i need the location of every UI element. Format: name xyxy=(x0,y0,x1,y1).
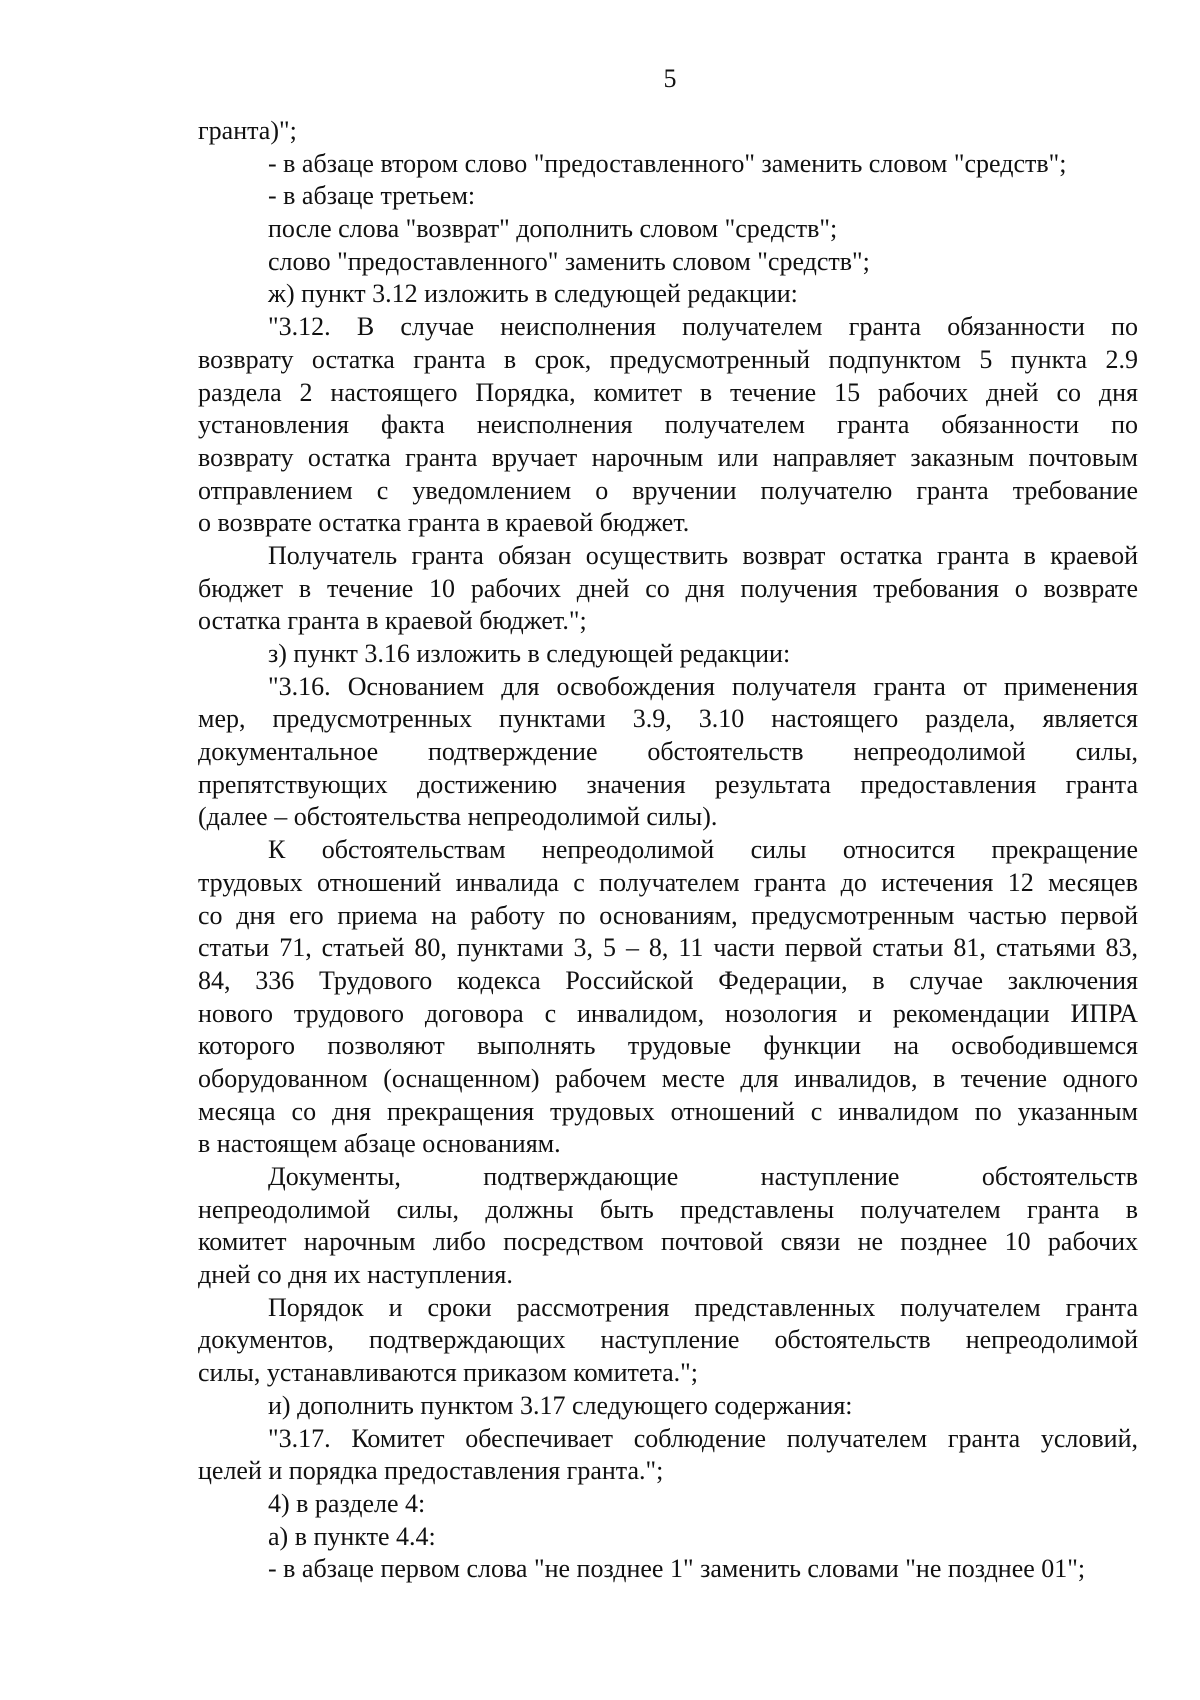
text-line: 84, 336 Трудового кодекса Российской Федерации, в случае заключения xyxy=(198,965,1138,995)
text-line: документов, подтверждающих наступление обстоятельств непреодолимой xyxy=(198,1325,1138,1355)
text-line: нового трудового договора с инвалидом, нозология и рекомендации ИПРА xyxy=(198,998,1138,1028)
text-line: ж) пункт 3.12 изложить в следующей редакции: xyxy=(268,279,798,309)
text-line: остатка гранта в краевой бюджет."; xyxy=(198,606,587,636)
text-line: мер, предусмотренных пунктами 3.9, 3.10 настоящего раздела, является xyxy=(198,704,1138,734)
text-line: з) пункт 3.16 изложить в следующей редакции: xyxy=(268,639,791,668)
text-line: оборудованном (оснащенном) рабочем месте для инвалидов, в течение одного xyxy=(198,1063,1138,1093)
text-line: со дня его приема на работу по основаниям, предусмотренным частью первой xyxy=(198,900,1138,930)
text-line: 4) в разделе 4: xyxy=(268,1488,426,1518)
text-line: месяца со дня прекращения трудовых отношений с инвалидом по указанным xyxy=(198,1096,1138,1126)
text-line: после слова "возврат" дополнить словом "средств"; xyxy=(268,214,838,244)
text-line: Документы, подтверждающие наступление обстоятельств xyxy=(268,1162,1138,1191)
text-line: препятствующих достижению значения результата предоставления гранта xyxy=(198,769,1138,799)
text-line: "3.12. В случае неисполнения получателем гранта обязанности по xyxy=(268,312,1138,342)
text-line: - в абзаце третьем: xyxy=(268,181,476,211)
text-line: а) в пункте 4.4: xyxy=(268,1521,436,1551)
text-line: о возврате остатка гранта в краевой бюджет. xyxy=(198,508,690,538)
text-line: бюджет в течение 10 рабочих дней со дня получения требования о возврате xyxy=(198,573,1138,603)
text-line: гранта)"; xyxy=(198,116,297,145)
text-line: слово "предоставленного" заменить словом "средств"; xyxy=(268,246,870,276)
text-line: и) дополнить пунктом 3.17 следующего содержания: xyxy=(268,1390,853,1420)
text-line: раздела 2 настоящего Порядка, комитет в течение 15 рабочих дней со дня xyxy=(198,377,1138,407)
text-line: которого позволяют выполнять трудовые функции на освободившемся xyxy=(198,1031,1138,1061)
text-line: "3.16. Основанием для освобождения получателя гранта от применения xyxy=(268,671,1138,701)
text-line: К обстоятельствам непреодолимой силы относится прекращение xyxy=(268,835,1138,865)
text-line: - в абзаце втором слово "предоставленного" заменить словом "средств"; xyxy=(268,148,1067,178)
text-line: установления факта неисполнения получателем гранта обязанности по xyxy=(198,410,1138,440)
text-line: возврату остатка гранта в срок, предусмотренный подпунктом 5 пункта 2.9 xyxy=(198,344,1138,374)
text-line: непреодолимой силы, должны быть представлены получателем гранта в xyxy=(198,1194,1138,1224)
body-text xyxy=(198,115,1138,1586)
text-line: документальное подтверждение обстоятельств непреодолимой силы, xyxy=(198,737,1138,767)
text-line: Получатель гранта обязан осуществить возврат остатка гранта в краевой xyxy=(268,540,1138,570)
page-number: 5 xyxy=(663,64,677,93)
text-line: (далее – обстоятельства непреодолимой силы). xyxy=(198,802,718,832)
text-line: дней со дня их наступления. xyxy=(198,1260,513,1290)
text-line: комитет нарочным либо посредством почтовой связи не позднее 10 рабочих xyxy=(198,1227,1138,1257)
text-line: силы, устанавливаются приказом комитета."; xyxy=(198,1358,698,1388)
text-line: - в абзаце первом слова "не позднее 1" заменить словами "не позднее 01"; xyxy=(268,1554,1086,1584)
text-line: отправлением с уведомлением о вручении получателю гранта требование xyxy=(198,475,1138,505)
text-line: статьи 71, статьей 80, пунктами 3, 5 – 8, 11 части первой статьи 81, статьями 83, xyxy=(198,933,1138,963)
text-line: возврату остатка гранта вручает нарочным или направляет заказным почтовым xyxy=(198,442,1138,472)
text-line: Порядок и сроки рассмотрения представленных получателем гранта xyxy=(268,1292,1138,1322)
text-line: целей и порядка предоставления гранта."; xyxy=(198,1456,664,1486)
text-line: "3.17. Комитет обеспечивает соблюдение получателем гранта условий, xyxy=(268,1423,1138,1453)
text-line: в настоящем абзаце основаниям. xyxy=(198,1129,561,1159)
text-line: трудовых отношений инвалида с получателем гранта до истечения 12 месяцев xyxy=(198,867,1138,897)
